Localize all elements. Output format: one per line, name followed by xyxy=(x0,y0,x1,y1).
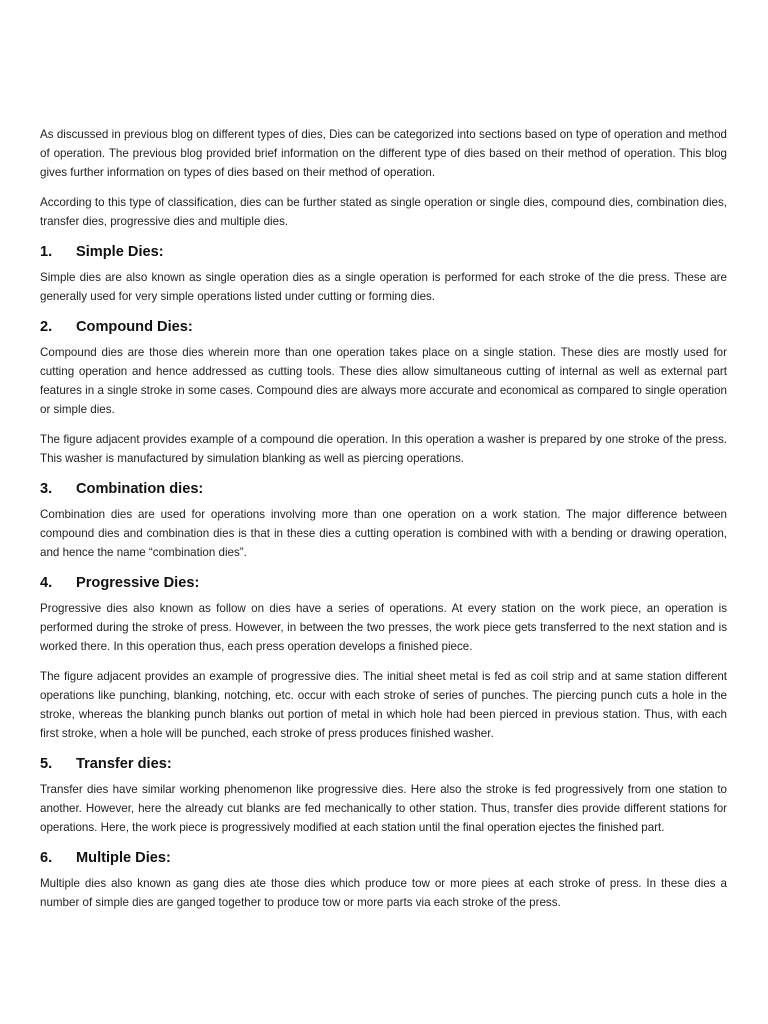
section-paragraph: Progressive dies also known as follow on dies have a series of operations. At every station on the work piece, an operation is performed during the stroke of press. However, in between the two presses, the work piece gets transferred to the next station and is worked there. In this operation thus, each press operation develops a finished piece. xyxy=(40,602,727,653)
section-paragraph: Multiple dies also known as gang dies ate those dies which produce tow or more piees at each stroke of press. In these dies a number of simple dies are ganged together to produce tow or more parts via each stroke of the press. xyxy=(40,877,727,909)
section-title: Compound Dies: xyxy=(76,319,193,335)
section-number: 6. xyxy=(40,850,53,866)
section-title: Progressive Dies: xyxy=(76,575,200,591)
section-title: Simple Dies: xyxy=(76,244,164,260)
section-number: 4. xyxy=(40,575,53,591)
section-heading xyxy=(40,754,727,774)
section-heading xyxy=(40,242,727,262)
section-paragraph: Simple dies are also known as single operation dies as a single operation is performed for each stroke of the die press. These are generally used for very simple operations listed under cutting or forming dies. xyxy=(40,271,727,303)
section-number: 2. xyxy=(40,319,53,335)
intro-paragraph-1: As discussed in previous blog on different types of dies, Dies can be categorized into sections based on type of operation and method of operation. The previous blog provided brief information on the different type of dies based on their method of operation. This blog gives further information on types of dies based on their method of operation. xyxy=(40,128,727,179)
section-combination-dies xyxy=(40,479,727,562)
section-paragraph: The figure adjacent provides example of a compound die operation. In this operation a washer is prepared by one stroke of the press. This washer is manufactured by simulation blanking as well as piercing operations. xyxy=(40,433,727,465)
section-number: 3. xyxy=(40,481,53,497)
section-number: 1. xyxy=(40,244,53,260)
section-heading xyxy=(40,573,727,593)
section-title: Multiple Dies: xyxy=(76,850,171,866)
section-title: Transfer dies: xyxy=(76,756,172,772)
section-paragraph: The figure adjacent provides an example of progressive dies. The initial sheet metal is fed as coil strip and at same station different operations like punching, blanking, notching, etc. occur with each stroke of series of punches. The piercing punch cuts a hole in the stroke, whereas the blanking punch blanks out portion of metal in which hole had been pierced in previous station. Thus, with each first stroke, when a hole will be punched, each stroke of press produces finished washer. xyxy=(40,670,727,740)
section-heading xyxy=(40,317,727,337)
section-title: Combination dies: xyxy=(76,481,204,497)
section-transfer-dies xyxy=(40,754,727,837)
section-paragraph: Transfer dies have similar working phenomenon like progressive dies. Here also the stroke is fed progressively from one station to another. However, here the already cut blanks are fed mechanically to other station. Thus, transfer dies provide different stations for operations. Here, the work piece is progressively modified at each station until the final operation ejectes the finished part. xyxy=(40,783,727,834)
section-paragraph: Compound dies are those dies wherein more than one operation takes place on a single station. These dies are mostly used for cutting operation and hence addressed as cutting tools. These dies allow simultaneous cutting of internal as well as external part features in a single stroke in some cases. Compound dies are always more accurate and economical as compared to single operation or simple dies. xyxy=(40,346,727,416)
section-progressive-dies xyxy=(40,573,727,743)
section-simple-dies xyxy=(40,242,727,306)
section-number: 5. xyxy=(40,756,53,772)
section-heading xyxy=(40,848,727,868)
section-paragraph: Combination dies are used for operations involving more than one operation on a work station. The major difference between compound dies and combination dies is that in these dies a cutting operation is combined with with a bending or drawing operation, and hence the name “combination dies”. xyxy=(40,508,727,559)
section-compound-dies xyxy=(40,317,727,468)
document-page xyxy=(40,125,727,923)
section-heading xyxy=(40,479,727,499)
section-multiple-dies xyxy=(40,848,727,912)
intro-paragraph-2: According to this type of classification, dies can be further stated as single operation or single dies, compound dies, combination dies, transfer dies, progressive dies and multiple dies. xyxy=(40,196,727,228)
